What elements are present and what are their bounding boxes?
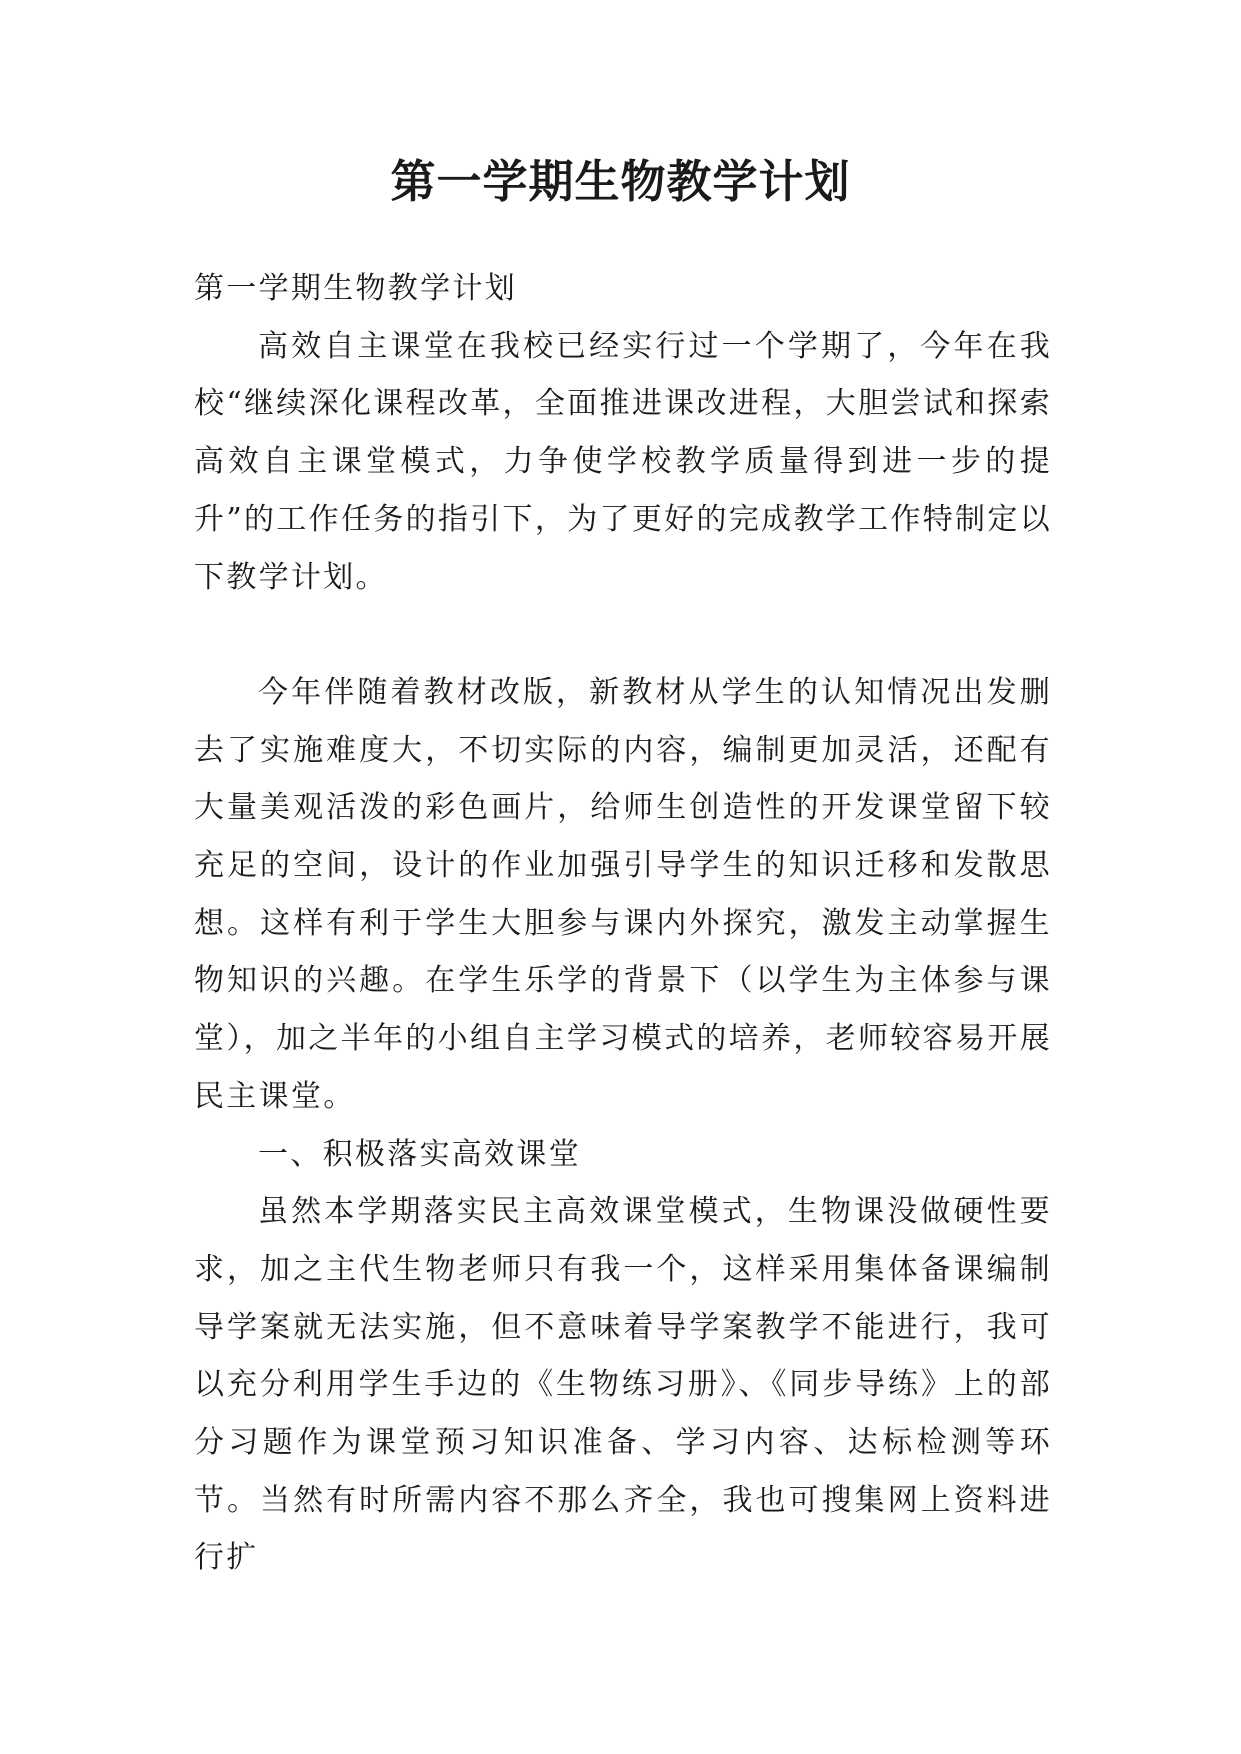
paragraph-textbook: 今年伴随着教材改版，新教材从学生的认知情况出发删去了实施难度大，不切实际的内容，编制更加灵活，还配有大量美观活泼的彩色画片，给师生创造性的开发课堂留下较充足的空间，设计的作业加强引导学生的知识迁移和发散思想。这样有利于学生大胆参与课内外探究，激发主动掌握生物知识的兴趣。在学生乐学的背景下（以学生为主体参与课堂），加之半年的小组自主学习模式的培养，老师较容易开展民主课堂。 [194,674,1052,1114]
paragraph-spacer [194,606,1052,664]
document-body [194,260,1052,1587]
document-title: 第一学期生物教学计划 [390,155,851,208]
section-heading-1: 一、积极落实高效课堂 [258,1136,581,1172]
document-subtitle: 第一学期生物教学计划 [194,271,517,306]
paragraph-intro: 高效自主课堂在我校已经实行过一个学期了，今年在我校“继续深化课程改革，全面推进课改进程，大胆尝试和探索高效自主课堂模式，力争使学校教学质量得到进一步的提升”的工作任务的指引下，为了更好的完成教学工作特制定以下教学计划。 [194,328,1052,595]
paragraph-classroom: 虽然本学期落实民主高效课堂模式，生物课没做硬性要求，加之主代生物老师只有我一个，这样采用集体备课编制导学案就无法实施，但不意味着导学案教学不能进行，我可以充分利用学生手边的《生物练习册》、《同步导练》上的部分习题作为课堂预习知识准备、学习内容、达标检测等环节。当然有时所需内容不那么齐全，我也可搜集网上资料进行扩 [194,1194,1052,1576]
